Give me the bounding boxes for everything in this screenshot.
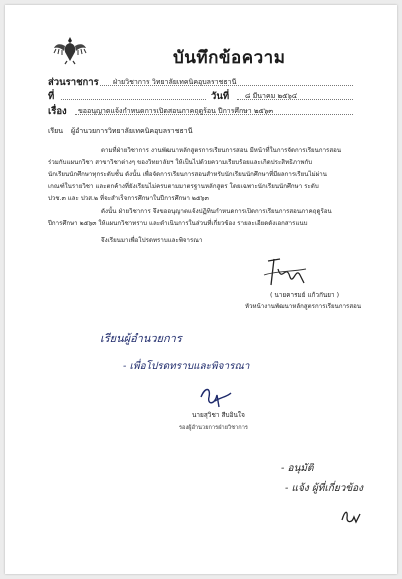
handwritten-approval-line-2: - แจ้ง ผู้ที่เกี่ยวข้อง — [285, 483, 364, 494]
salutation-label: เรียน — [48, 127, 64, 135]
memo-title: บันทึกข้อความ — [173, 48, 286, 68]
signature-3-mark — [339, 508, 363, 526]
signature-1-mark — [260, 255, 310, 291]
handwritten-note-line-1: เรียนผู้อำนวยการ — [100, 332, 182, 345]
signer-2-name: นายสุวิชา สืบอินใจ — [192, 411, 245, 419]
salutation-value: ผู้อำนวยการวิทยาลัยเทคนิคอุบลราชธานี — [71, 127, 193, 135]
paragraph-1-line: ปวช.๓ และ ปวส.๒ ที่จะสำเร็จการศึกษาในปีการศึกษา ๒๕๖๓ — [48, 195, 209, 202]
paragraph-1-line: นักเรียนนักศึกษาทุกระดับชั้น ดังนั้น เพื่อจัดการเรียนการสอนสำหรับนักเรียนนักศึกษาที่มีผลการเรียนไม่ผ่าน — [48, 171, 327, 178]
paragraph-1-line: เกณฑ์ในรายวิชา และตกค้างที่ยังเรียนไม่ครบตามมาตรฐานหลักสูตร โดยเฉพาะนักเรียนนักศึกษา ระดับ — [48, 183, 319, 190]
reference-underline — [61, 99, 206, 100]
date-label: วันที่ — [211, 91, 230, 102]
reference-label: ที่ — [48, 91, 55, 102]
handwritten-approval-line-1: - อนุมัติ — [281, 463, 314, 474]
signer-2-position: รองผู้อำนวยการฝ่ายวิชาการ — [179, 425, 248, 431]
paragraph-2-line: ปีการศึกษา ๒๕๖๓ ให้แผนกวิชาทราบ และดำเนินการในส่วนที่เกี่ยวข้อง รายละเอียดดังเอกสารแนบ — [48, 220, 308, 227]
signer-1-position: หัวหน้างานพัฒนาหลักสูตรการเรียนการสอน — [245, 303, 362, 310]
subject-label: เรื่อง — [48, 106, 67, 117]
handwritten-note-line-2: - เพื่อโปรดทราบและพิจารณา — [123, 361, 250, 372]
department-value: ฝ่ายวิชาการ วิทยาลัยเทคนิคอุบลราชธานี — [113, 78, 237, 86]
department-label: ส่วนราชการ — [48, 77, 99, 88]
paragraph-1-line: ร่วมกับแผนกวิชา สาขาวิชาต่างๆ ของวิทยาลัยฯ ให้เป็นไปด้วยความเรียบร้อยและเกิดประสิทธิภาพกับ — [48, 159, 313, 166]
paragraph-2-line: ดังนั้น ฝ่ายวิชาการ จึงขออนุญาตแจ้งปฏิทินกำหนดการเปิดการเรียนการสอนภาคฤดูร้อน — [101, 208, 332, 215]
subject-value: ขออนุญาตแจ้งกำหนดการเปิดสอนภาคฤดูร้อน ปีการศึกษา ๒๕๖๓ — [78, 107, 274, 115]
paragraph-1-line: ตามที่ฝ่ายวิชาการ งานพัฒนาหลักสูตรการเรียนการสอน มีหน้าที่ในการจัดการเรียนการสอน — [101, 147, 342, 154]
memo-page — [5, 5, 397, 574]
date-value: ๘ มีนาคม ๒๕๖๔ — [245, 92, 298, 100]
signer-1-name: ( นายคารมย์ แก้วกันยา ) — [270, 292, 340, 299]
garuda-emblem-icon — [53, 35, 87, 65]
closing-line: จึงเรียนมาเพื่อโปรดทราบและพิจารณา — [101, 237, 203, 244]
signature-2-mark — [195, 383, 235, 411]
